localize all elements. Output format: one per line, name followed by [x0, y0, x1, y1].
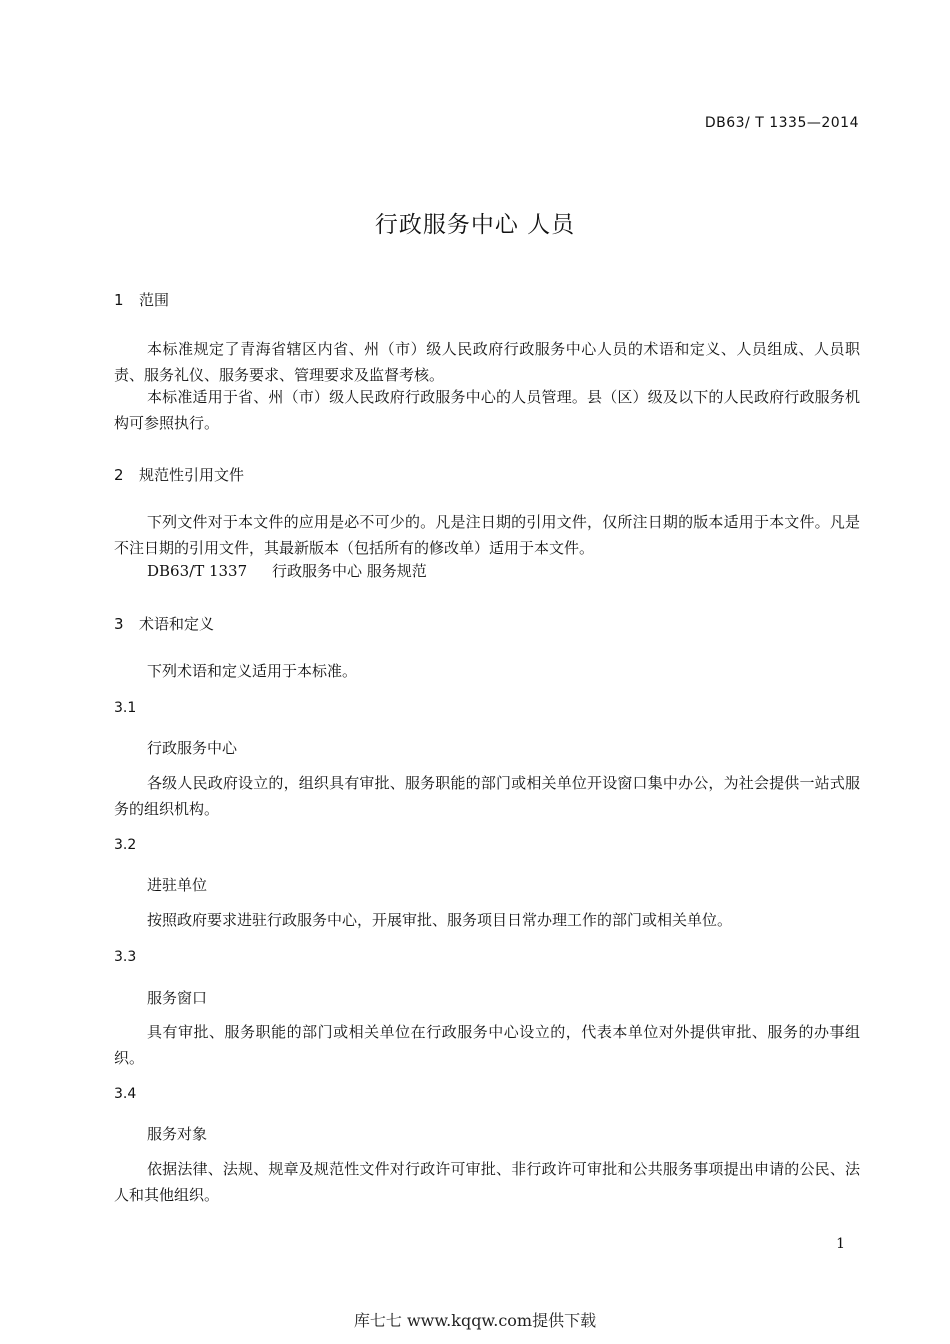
section-1-paragraph-1: 本标准规定了青海省辖区内省、州（市）级人民政府行政服务中心人员的术语和定义、人员组成、人员职责、服务礼仪、服务要求、管理要求及监督考核。	[114, 340, 860, 384]
section-1-heading	[114, 289, 169, 310]
page-number: 1	[836, 1236, 845, 1252]
section-title: 规范性引用文件	[139, 466, 245, 484]
term-number: 3.1	[114, 700, 137, 716]
section-3-paragraph-1: 下列术语和定义适用于本标准。	[147, 662, 358, 680]
section-1-paragraph-2: 本标准适用于省、州（市）级人民政府行政服务中心的人员管理。县（区）级及以下的人民政府行政服务机构可参照执行。	[114, 388, 860, 432]
term-definition: 按照政府要求进驻行政服务中心，开展审批、服务项目日常办理工作的部门或相关单位。	[147, 911, 733, 929]
term-title: 行政服务中心	[147, 739, 238, 757]
term-number: 3.3	[114, 949, 137, 965]
term-definition: 具有审批、服务职能的部门或相关单位在行政服务中心设立的，代表本单位对外提供审批、服务的办事组织。	[114, 1023, 860, 1067]
reference-title: 行政服务中心 服务规范	[272, 562, 427, 580]
section-2-heading	[114, 464, 244, 485]
term-title: 服务对象	[147, 1125, 208, 1143]
page-title: 行政服务中心 人员	[374, 212, 576, 238]
section-number: 3	[114, 615, 124, 633]
section-number: 2	[114, 466, 124, 484]
section-3-heading	[114, 613, 214, 634]
term-title: 进驻单位	[147, 876, 208, 894]
term-definition: 依据法律、法规、规章及规范性文件对行政许可审批、非行政许可审批和公共服务事项提出申请的公民、法人和其他组织。	[114, 1160, 860, 1204]
section-number: 1	[114, 291, 124, 309]
document-code: DB63/ T 1335—2014	[704, 115, 859, 131]
section-title: 术语和定义	[139, 615, 215, 633]
normative-reference	[147, 560, 427, 581]
term-definition: 各级人民政府设立的，组织具有审批、服务职能的部门或相关单位开设窗口集中办公，为社会提供一站式服务的组织机构。	[114, 774, 860, 818]
term-number: 3.4	[114, 1086, 137, 1102]
footer-watermark: 库七七 www.kqqw.com提供下载	[353, 1311, 597, 1330]
reference-code: DB63/T 1337	[147, 562, 248, 580]
section-title: 范围	[139, 291, 170, 309]
term-title: 服务窗口	[147, 989, 208, 1007]
section-2-paragraph-1: 下列文件对于本文件的应用是必不可少的。凡是注日期的引用文件，仅所注日期的版本适用于本文件。凡是不注日期的引用文件，其最新版本（包括所有的修改单）适用于本文件。	[114, 513, 860, 557]
term-number: 3.2	[114, 837, 137, 853]
